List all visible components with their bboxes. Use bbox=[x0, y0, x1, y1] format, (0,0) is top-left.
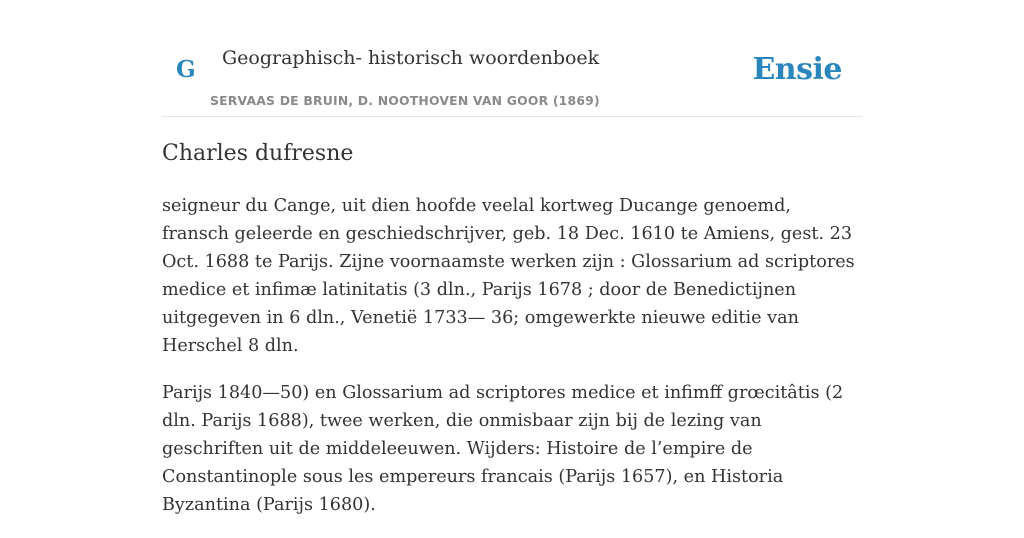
book-title-link[interactable]: Geographisch- historisch woordenboek bbox=[222, 47, 600, 69]
entry-paragraph: seigneur du Cange, uit dien hoofde veelal kortweg Ducange genoemd, fransch geleerde en geschiedschrijver, geb. 18 Dec. 1610 te Amiens, gest. 23 Oct. 1688 te Parijs. Zijne voornaamste werken zijn : Glossarium ad scriptores medice et infimæ latinitatis (3 dln., Parijs 1678 ; door de Benedictijnen uitgegeven in 6 dln., Venetië 1733— 36; omgewerkte nieuwe editie van Herschel 8 dln. bbox=[162, 196, 855, 356]
entry-paragraph: Parijs 1840—50) en Glossarium ad scriptores medice et infimff grœcitâtis (2 dln. Parijs 1688), twee werken, die onmisbaar zijn bij de lezing van geschriften uit de middeleeuwen. Wijders: Histoire de l’empire de Constantinople sous les empereurs francais (Parijs 1657), en Historia Byzantina (Parijs 1680). bbox=[162, 383, 844, 515]
entry-card bbox=[162, 0, 862, 515]
ensie-logo[interactable]: Ensie bbox=[752, 52, 842, 87]
book-authors: SERVAAS DE BRUIN, D. NOOTHOVEN VAN GOOR (1869) bbox=[210, 93, 600, 108]
book-logo[interactable]: G bbox=[176, 56, 196, 83]
entry-title: Charles dufresne bbox=[162, 141, 354, 166]
entry-body bbox=[162, 192, 862, 538]
book-header bbox=[162, 0, 862, 117]
